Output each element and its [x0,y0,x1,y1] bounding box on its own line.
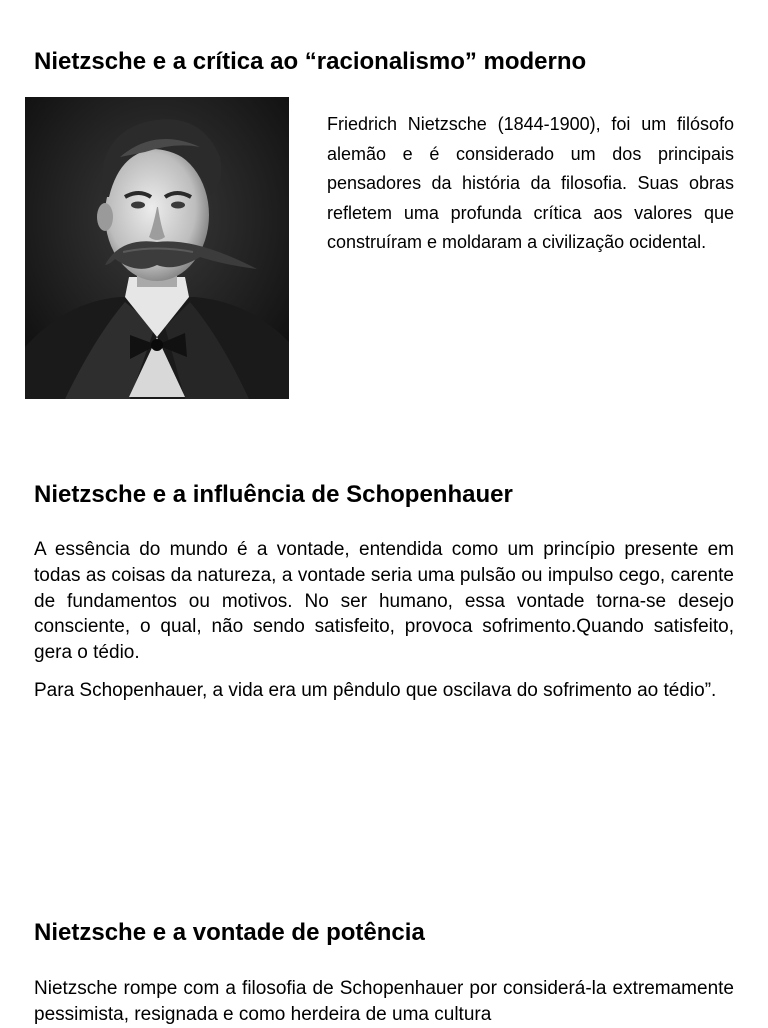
paragraph-vontade: A essência do mundo é a vontade, entendida como um princípio presente em todas as coisas da natureza, a vontade seria uma pulsão ou impulso cego, carente de fundamentos ou motivos. No ser humano, essa vontade torna-se desejo consciente, o qual, não sendo satisfeito, provoca sofrimento.Quando satisfeito, gera o tédio. [34,539,734,664]
intro-paragraph: Friedrich Nietzsche (1844-1900), foi um filósofo alemão e é considerado um dos principais pensadores da história da filosofia. Suas obras refletem uma profunda crítica aos valores que construíram e moldaram a civilização ocidental. [327,114,734,252]
section-heading-schopenhauer: Nietzsche e a influência de Schopenhauer [34,481,513,508]
section-heading-vontade-potencia: Nietzsche e a vontade de potência [34,919,425,946]
section-heading-critica-racionalismo: Nietzsche e a crítica ao “racionalismo” moderno [34,48,587,75]
paragraph-rompe: Nietzsche rompe com a filosofia de Schopenhauer por considerá-la extremamente pessimista, resignada e como herdeira de uma cultura [34,978,734,1025]
nietzsche-portrait-image [25,97,289,399]
paragraph-pendulo: Para Schopenhauer, a vida era um pêndulo que oscilava do sofrimento ao tédio”. [34,680,717,701]
